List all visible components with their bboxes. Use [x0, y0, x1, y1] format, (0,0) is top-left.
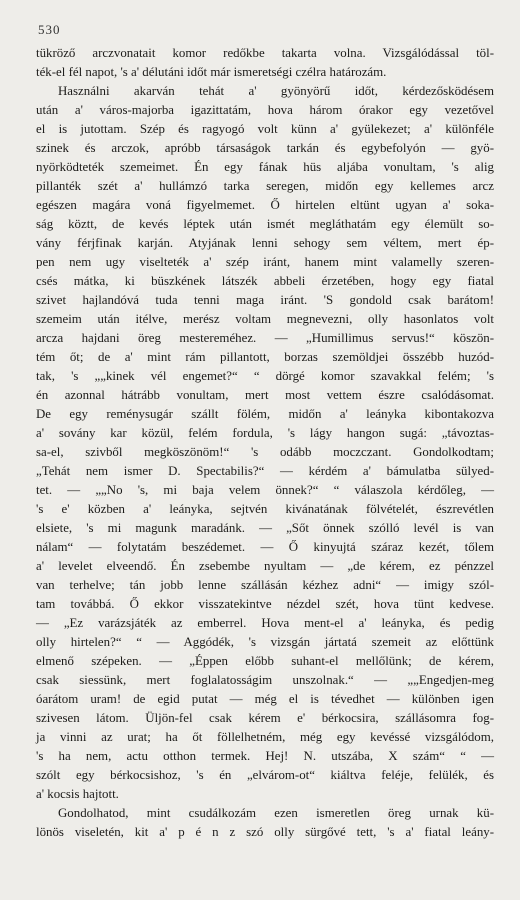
text-line: van terhelve; tán jobb lenne szállásán kézhez adni“ — imigy szól-	[36, 578, 494, 592]
text-line: ság köztt, de kevés léptek után ismét megláthatám egy élemült so-	[36, 217, 494, 231]
text-line: ja vinni az urat; ha őt föllelhetném, még egy kevéssé vizsgálódom,	[36, 730, 494, 744]
page-number: 530	[38, 22, 61, 37]
text-line: elsiete, 's mi magunk maradánk. — „Sőt önnek szólló levél is van	[36, 521, 494, 535]
text-line: 's e' közben a' leányka, sejtvén kivánatának fölvételét, észrevétlen	[36, 502, 494, 516]
text-line: 's ha nem, actu otthon termek. Hej! N. utszába, X szám“ “ —	[36, 749, 494, 763]
text-line: szemeim után itélve, merész voltam megnevezni, olly hasonlatos volt	[36, 312, 494, 326]
text-line: csak siessünk, mert foglalatosságim unszolnak.“ — „„Engedjen-meg	[36, 673, 494, 687]
text-line: pen nem ugy viselteték a' szép iránt, hanem mint valamelly szeren-	[36, 255, 494, 269]
text-line: a' sovány kar közül, felém fordula, 's lágy hangon sugá: „távoztas-	[36, 426, 494, 440]
text-line: szólt egy bérkocsishoz, 's én „elvárom-ot“ kiáltva feléje, felülék, és	[36, 768, 494, 782]
text-line: vány férjfinak karján. Atyjának lenni sehogy sem véltem, mert ép-	[36, 236, 494, 250]
text-line: arcza hajdani öreg mestereméhez. — „Humillimus servus!“ köszön-	[36, 331, 494, 345]
text-line: szinek és arczok, apróbb társaságok tarkán és egybefolyón — gyö-	[36, 141, 494, 155]
text-line: lönös viseletén, kit a' p é n z szó olly sürgővé tett, 's a' fiatal leány-	[36, 825, 494, 839]
text-line: elmenő szépeken. — „Éppen előbb suhant-el mellőlünk; de kérem,	[36, 654, 494, 668]
text-line: tak, 's „„kinek vél engemet?“ “ dörgé komor szavakkal felém; 's	[36, 369, 494, 383]
text-line: óarátom uram! de egid putat — még el is tévedhet — különben igen	[36, 692, 494, 706]
text-line: „Tehát nem ismer D. Spectabilis?“ — kérdém a' bámulatba sülyed-	[36, 464, 494, 478]
text-line: én azonnal hátrább vonultam, mert most vettem észre csalódásomat.	[36, 388, 494, 402]
text-line: egészen magára voná figyelmemet. Ő hirtelen eltünt ugyan a' soka-	[36, 198, 494, 212]
text-line: a' kocsis hajtott.	[36, 787, 119, 801]
body-text	[36, 44, 494, 842]
text-line: nyörködteték szemeimet. Én egy fának hüs aljába vonultam, 's alig	[36, 160, 494, 174]
text-line: után a' város-majorba igazittatám, hova három órakor egy vezetővel	[36, 103, 494, 117]
text-line: Használni akarván tehát a' gyönyörű időt, kérdezősködésem	[58, 84, 494, 98]
text-line: sa-el, szivből megköszönöm!“ 's odább moczczant. Gondolkodtam;	[36, 445, 494, 459]
text-line: tam továbbá. Ő ekkor visszatekintve nézdel szét, hova tünt kedvese.	[36, 597, 494, 611]
text-line: olly hirtelen?“ “ — Aggódék, 's vizsgán jártatá szemeit az előttünk	[36, 635, 494, 649]
text-line: pillanték szét a' hullámzó tarka seregen, midőn egy kellemes arcz	[36, 179, 494, 193]
text-line: — „Ez varázsjáték az emberrel. Hova ment-el a' leányka, és pedig	[36, 616, 494, 630]
text-line: a' levelet elveendő. Én zsebembe nyultam — „de kérem, ez pénzzel	[36, 559, 494, 573]
text-line: el is jutottam. Szép és ragyogó volt künn a' gyülekezet; a' különféle	[36, 122, 494, 136]
text-line: De egy reménysugár szállt fölém, midőn a' leányka kibontakozva	[36, 407, 494, 421]
text-line: ték-el fél napot, 's a' délutáni időt már ismeretségi czélra határozám.	[36, 65, 387, 79]
text-line: tükröző arczvonatait komor redőkbe takarta volna. Vizsgálódással töl-	[36, 46, 494, 60]
text-line: csés mátka, ki büszkének látszék abbeli érzetében, hogy egy fiatal	[36, 274, 494, 288]
text-line: tém őt; de a' mint rám pillantott, borzas szemöldjei összébb huzód-	[36, 350, 494, 364]
text-line: Gondolhatod, mint csudálkozám ezen ismeretlen öreg urnak kü-	[58, 806, 494, 820]
text-line: nálam“ — folytatám beszédemet. — Ő kinyujtá száraz kezét, tőlem	[36, 540, 494, 554]
text-line: szivesen látom. Üljön-fel csak kérem e' bérkocsira, szállásomra fog-	[36, 711, 494, 725]
text-line: szivet hajlandóvá tuda tenni maga iránt. 'S gondold csak barátom!	[36, 293, 494, 307]
text-line: tet. — „„No 's, mi baja velem önnek?“ “ válaszola kérdőleg, —	[36, 483, 494, 497]
